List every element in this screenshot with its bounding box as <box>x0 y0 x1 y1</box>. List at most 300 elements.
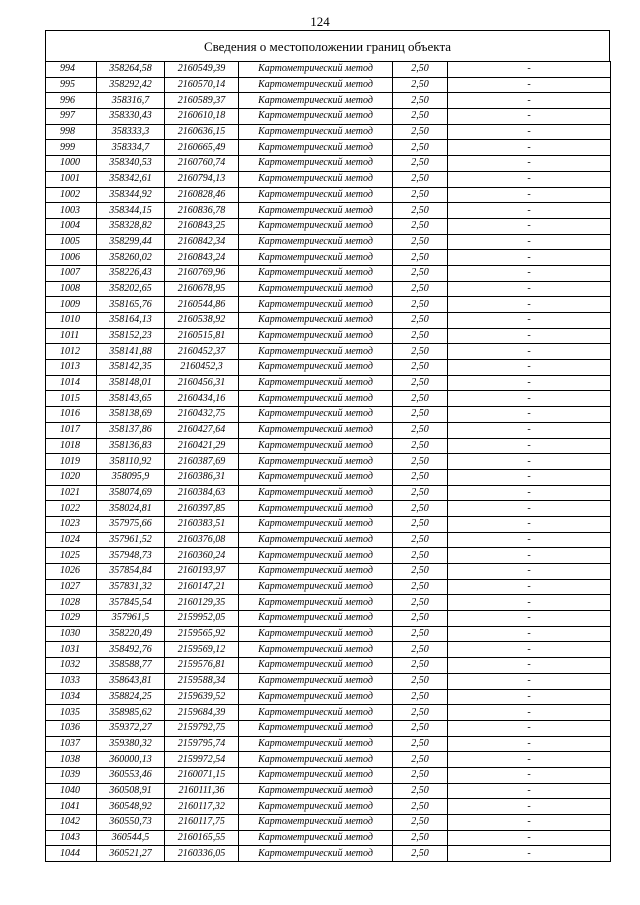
coord-x-cell: 360544,5 <box>97 830 165 846</box>
note-cell: - <box>448 187 611 203</box>
note-cell: - <box>448 360 611 376</box>
point-number-cell: 1031 <box>46 642 97 658</box>
point-number-cell: 999 <box>46 140 97 156</box>
accuracy-cell: 2,50 <box>393 720 448 736</box>
coord-x-cell: 360508,91 <box>97 783 165 799</box>
point-number-cell: 1000 <box>46 156 97 172</box>
accuracy-cell: 2,50 <box>393 328 448 344</box>
coord-x-cell: 360000,13 <box>97 752 165 768</box>
point-number-cell: 1015 <box>46 391 97 407</box>
method-cell: Картометрический метод <box>239 250 393 266</box>
point-number-cell: 1039 <box>46 767 97 783</box>
method-cell: Картометрический метод <box>239 799 393 815</box>
accuracy-cell: 2,50 <box>393 313 448 329</box>
table-row <box>46 548 611 564</box>
accuracy-cell: 2,50 <box>393 360 448 376</box>
note-cell: - <box>448 501 611 517</box>
accuracy-cell: 2,50 <box>393 830 448 846</box>
method-cell: Картометрический метод <box>239 532 393 548</box>
point-number-cell: 1023 <box>46 516 97 532</box>
note-cell: - <box>448 281 611 297</box>
accuracy-cell: 2,50 <box>393 218 448 234</box>
accuracy-cell: 2,50 <box>393 422 448 438</box>
method-cell: Картометрический метод <box>239 203 393 219</box>
accuracy-cell: 2,50 <box>393 736 448 752</box>
method-cell: Картометрический метод <box>239 705 393 721</box>
coord-x-cell: 358824,25 <box>97 689 165 705</box>
point-number-cell: 1028 <box>46 595 97 611</box>
table-row <box>46 673 611 689</box>
note-cell: - <box>448 532 611 548</box>
coord-y-cell: 2160843,25 <box>165 218 239 234</box>
note-cell: - <box>448 62 611 78</box>
coord-y-cell: 2160452,37 <box>165 344 239 360</box>
point-number-cell: 1029 <box>46 611 97 627</box>
point-number-cell: 1009 <box>46 297 97 313</box>
method-cell: Картометрический метод <box>239 752 393 768</box>
method-cell: Картометрический метод <box>239 360 393 376</box>
note-cell: - <box>448 673 611 689</box>
accuracy-cell: 2,50 <box>393 815 448 831</box>
table-row <box>46 752 611 768</box>
coord-y-cell: 2160610,18 <box>165 109 239 125</box>
note-cell: - <box>448 720 611 736</box>
point-number-cell: 994 <box>46 62 97 78</box>
coord-x-cell: 358264,58 <box>97 62 165 78</box>
table-row <box>46 469 611 485</box>
method-cell: Картометрический метод <box>239 62 393 78</box>
coord-y-cell: 2160836,78 <box>165 203 239 219</box>
point-number-cell: 1020 <box>46 469 97 485</box>
method-cell: Картометрический метод <box>239 313 393 329</box>
note-cell: - <box>448 469 611 485</box>
note-cell: - <box>448 689 611 705</box>
note-cell: - <box>448 830 611 846</box>
table-row <box>46 265 611 281</box>
point-number-cell: 1016 <box>46 407 97 423</box>
coord-x-cell: 359380,32 <box>97 736 165 752</box>
accuracy-cell: 2,50 <box>393 265 448 281</box>
accuracy-cell: 2,50 <box>393 234 448 250</box>
coord-y-cell: 2160544,86 <box>165 297 239 313</box>
coord-y-cell: 2160794,13 <box>165 171 239 187</box>
point-number-cell: 1012 <box>46 344 97 360</box>
note-cell: - <box>448 815 611 831</box>
table-body <box>46 62 611 862</box>
coord-x-cell: 359372,27 <box>97 720 165 736</box>
note-cell: - <box>448 485 611 501</box>
method-cell: Картометрический метод <box>239 234 393 250</box>
point-number-cell: 1043 <box>46 830 97 846</box>
coord-y-cell: 2160147,21 <box>165 579 239 595</box>
table-row <box>46 140 611 156</box>
coord-y-cell: 2160828,46 <box>165 187 239 203</box>
table-row <box>46 313 611 329</box>
method-cell: Картометрический метод <box>239 265 393 281</box>
point-number-cell: 1022 <box>46 501 97 517</box>
coord-y-cell: 2160421,29 <box>165 438 239 454</box>
method-cell: Картометрический метод <box>239 720 393 736</box>
point-number-cell: 1013 <box>46 360 97 376</box>
note-cell: - <box>448 156 611 172</box>
method-cell: Картометрический метод <box>239 77 393 93</box>
table-row <box>46 611 611 627</box>
table-row <box>46 846 611 862</box>
coord-y-cell: 2160589,37 <box>165 93 239 109</box>
accuracy-cell: 2,50 <box>393 799 448 815</box>
table-row <box>46 375 611 391</box>
accuracy-cell: 2,50 <box>393 203 448 219</box>
coord-y-cell: 2160117,32 <box>165 799 239 815</box>
point-number-cell: 1035 <box>46 705 97 721</box>
coord-x-cell: 358074,69 <box>97 485 165 501</box>
method-cell: Картометрический метод <box>239 830 393 846</box>
method-cell: Картометрический метод <box>239 187 393 203</box>
coord-x-cell: 358136,83 <box>97 438 165 454</box>
note-cell: - <box>448 422 611 438</box>
table-row <box>46 438 611 454</box>
method-cell: Картометрический метод <box>239 485 393 501</box>
coord-x-cell: 357845,54 <box>97 595 165 611</box>
point-number-cell: 1032 <box>46 658 97 674</box>
point-number-cell: 1026 <box>46 564 97 580</box>
note-cell: - <box>448 579 611 595</box>
note-cell: - <box>448 171 611 187</box>
note-cell: - <box>448 736 611 752</box>
point-number-cell: 1005 <box>46 234 97 250</box>
method-cell: Картометрический метод <box>239 375 393 391</box>
coord-x-cell: 357831,32 <box>97 579 165 595</box>
table-row <box>46 830 611 846</box>
coord-y-cell: 2160842,34 <box>165 234 239 250</box>
note-cell: - <box>448 658 611 674</box>
coord-x-cell: 358344,15 <box>97 203 165 219</box>
coord-x-cell: 358202,65 <box>97 281 165 297</box>
accuracy-cell: 2,50 <box>393 187 448 203</box>
coord-y-cell: 2160843,24 <box>165 250 239 266</box>
coord-y-cell: 2160678,95 <box>165 281 239 297</box>
table-row <box>46 689 611 705</box>
accuracy-cell: 2,50 <box>393 705 448 721</box>
method-cell: Картометрический метод <box>239 281 393 297</box>
accuracy-cell: 2,50 <box>393 642 448 658</box>
coord-y-cell: 2160193,97 <box>165 564 239 580</box>
table-row <box>46 422 611 438</box>
coord-y-cell: 2160376,08 <box>165 532 239 548</box>
accuracy-cell: 2,50 <box>393 485 448 501</box>
coord-y-cell: 2160452,3 <box>165 360 239 376</box>
point-number-cell: 998 <box>46 124 97 140</box>
note-cell: - <box>448 124 611 140</box>
method-cell: Картометрический метод <box>239 846 393 862</box>
table-row <box>46 799 611 815</box>
coord-x-cell: 358220,49 <box>97 626 165 642</box>
table-title: Сведения о местоположении границ объекта <box>45 30 610 61</box>
coord-x-cell: 357975,66 <box>97 516 165 532</box>
coord-y-cell: 2160769,96 <box>165 265 239 281</box>
point-number-cell: 1036 <box>46 720 97 736</box>
coord-x-cell: 358492,76 <box>97 642 165 658</box>
accuracy-cell: 2,50 <box>393 438 448 454</box>
note-cell: - <box>448 454 611 470</box>
method-cell: Картометрический метод <box>239 109 393 125</box>
coord-x-cell: 358588,77 <box>97 658 165 674</box>
accuracy-cell: 2,50 <box>393 564 448 580</box>
method-cell: Картометрический метод <box>239 548 393 564</box>
method-cell: Картометрический метод <box>239 689 393 705</box>
method-cell: Картометрический метод <box>239 579 393 595</box>
accuracy-cell: 2,50 <box>393 783 448 799</box>
note-cell: - <box>448 611 611 627</box>
note-cell: - <box>448 344 611 360</box>
method-cell: Картометрический метод <box>239 422 393 438</box>
accuracy-cell: 2,50 <box>393 846 448 862</box>
coord-x-cell: 360521,27 <box>97 846 165 862</box>
accuracy-cell: 2,50 <box>393 626 448 642</box>
method-cell: Картометрический метод <box>239 156 393 172</box>
coord-x-cell: 357948,73 <box>97 548 165 564</box>
method-cell: Картометрический метод <box>239 297 393 313</box>
note-cell: - <box>448 752 611 768</box>
coord-x-cell: 358342,61 <box>97 171 165 187</box>
table-row <box>46 77 611 93</box>
point-number-cell: 1002 <box>46 187 97 203</box>
method-cell: Картометрический метод <box>239 140 393 156</box>
coord-y-cell: 2159972,54 <box>165 752 239 768</box>
accuracy-cell: 2,50 <box>393 375 448 391</box>
point-number-cell: 1008 <box>46 281 97 297</box>
accuracy-cell: 2,50 <box>393 281 448 297</box>
table-row <box>46 767 611 783</box>
coord-y-cell: 2160515,81 <box>165 328 239 344</box>
method-cell: Картометрический метод <box>239 642 393 658</box>
accuracy-cell: 2,50 <box>393 532 448 548</box>
note-cell: - <box>448 313 611 329</box>
coord-y-cell: 2160384,63 <box>165 485 239 501</box>
point-number-cell: 1018 <box>46 438 97 454</box>
method-cell: Картометрический метод <box>239 328 393 344</box>
method-cell: Картометрический метод <box>239 391 393 407</box>
method-cell: Картометрический метод <box>239 516 393 532</box>
coord-y-cell: 2159792,75 <box>165 720 239 736</box>
point-number-cell: 1025 <box>46 548 97 564</box>
coord-y-cell: 2160386,31 <box>165 469 239 485</box>
accuracy-cell: 2,50 <box>393 611 448 627</box>
note-cell: - <box>448 799 611 815</box>
point-number-cell: 1033 <box>46 673 97 689</box>
accuracy-cell: 2,50 <box>393 469 448 485</box>
point-number-cell: 995 <box>46 77 97 93</box>
coord-y-cell: 2159569,12 <box>165 642 239 658</box>
page-number: 124 <box>310 14 330 29</box>
note-cell: - <box>448 375 611 391</box>
table-row <box>46 156 611 172</box>
table-row <box>46 407 611 423</box>
table-row <box>46 532 611 548</box>
coord-y-cell: 2159795,74 <box>165 736 239 752</box>
coord-x-cell: 358141,88 <box>97 344 165 360</box>
coord-y-cell: 2159588,34 <box>165 673 239 689</box>
note-cell: - <box>448 516 611 532</box>
coord-y-cell: 2160665,49 <box>165 140 239 156</box>
coord-x-cell: 358137,86 <box>97 422 165 438</box>
coord-x-cell: 358164,13 <box>97 313 165 329</box>
coord-x-cell: 357854,84 <box>97 564 165 580</box>
table-row <box>46 281 611 297</box>
point-number-cell: 1017 <box>46 422 97 438</box>
accuracy-cell: 2,50 <box>393 595 448 611</box>
note-cell: - <box>448 218 611 234</box>
table-row <box>46 705 611 721</box>
coord-x-cell: 358643,81 <box>97 673 165 689</box>
table-row <box>46 62 611 78</box>
coord-x-cell: 358143,65 <box>97 391 165 407</box>
accuracy-cell: 2,50 <box>393 501 448 517</box>
point-number-cell: 1037 <box>46 736 97 752</box>
coord-x-cell: 358985,62 <box>97 705 165 721</box>
coord-x-cell: 358316,7 <box>97 93 165 109</box>
coord-x-cell: 358328,82 <box>97 218 165 234</box>
note-cell: - <box>448 109 611 125</box>
table-row <box>46 171 611 187</box>
point-number-cell: 1019 <box>46 454 97 470</box>
note-cell: - <box>448 203 611 219</box>
note-cell: - <box>448 328 611 344</box>
point-number-cell: 1040 <box>46 783 97 799</box>
table-row <box>46 783 611 799</box>
coord-x-cell: 357961,5 <box>97 611 165 627</box>
point-number-cell: 1014 <box>46 375 97 391</box>
table-row <box>46 485 611 501</box>
accuracy-cell: 2,50 <box>393 516 448 532</box>
coord-x-cell: 358292,42 <box>97 77 165 93</box>
point-number-cell: 1003 <box>46 203 97 219</box>
point-number-cell: 1038 <box>46 752 97 768</box>
coord-x-cell: 358334,7 <box>97 140 165 156</box>
table-row <box>46 203 611 219</box>
coord-y-cell: 2160427,64 <box>165 422 239 438</box>
table-row <box>46 360 611 376</box>
accuracy-cell: 2,50 <box>393 77 448 93</box>
table-row <box>46 564 611 580</box>
coord-y-cell: 2160383,51 <box>165 516 239 532</box>
point-number-cell: 1001 <box>46 171 97 187</box>
accuracy-cell: 2,50 <box>393 140 448 156</box>
note-cell: - <box>448 438 611 454</box>
table-row <box>46 250 611 266</box>
point-number-cell: 1042 <box>46 815 97 831</box>
note-cell: - <box>448 548 611 564</box>
note-cell: - <box>448 564 611 580</box>
method-cell: Картометрический метод <box>239 124 393 140</box>
note-cell: - <box>448 250 611 266</box>
point-number-cell: 1006 <box>46 250 97 266</box>
accuracy-cell: 2,50 <box>393 344 448 360</box>
note-cell: - <box>448 93 611 109</box>
accuracy-cell: 2,50 <box>393 124 448 140</box>
accuracy-cell: 2,50 <box>393 391 448 407</box>
coord-y-cell: 2159684,39 <box>165 705 239 721</box>
table-row <box>46 626 611 642</box>
note-cell: - <box>448 595 611 611</box>
point-number-cell: 1030 <box>46 626 97 642</box>
coord-y-cell: 2160570,14 <box>165 77 239 93</box>
point-number-cell: 1011 <box>46 328 97 344</box>
accuracy-cell: 2,50 <box>393 109 448 125</box>
point-number-cell: 1041 <box>46 799 97 815</box>
method-cell: Картометрический метод <box>239 736 393 752</box>
point-number-cell: 996 <box>46 93 97 109</box>
coord-x-cell: 358024,81 <box>97 501 165 517</box>
accuracy-cell: 2,50 <box>393 171 448 187</box>
coord-y-cell: 2160549,39 <box>165 62 239 78</box>
table-row <box>46 109 611 125</box>
table-row <box>46 187 611 203</box>
accuracy-cell: 2,50 <box>393 156 448 172</box>
coord-x-cell: 358340,53 <box>97 156 165 172</box>
method-cell: Картометрический метод <box>239 344 393 360</box>
coord-y-cell: 2160360,24 <box>165 548 239 564</box>
coord-y-cell: 2160432,75 <box>165 407 239 423</box>
coord-x-cell: 360548,92 <box>97 799 165 815</box>
coord-y-cell: 2160397,85 <box>165 501 239 517</box>
coord-y-cell: 2160071,15 <box>165 767 239 783</box>
accuracy-cell: 2,50 <box>393 689 448 705</box>
table-row <box>46 516 611 532</box>
boundary-coordinates-table <box>45 61 611 862</box>
table-row <box>46 658 611 674</box>
accuracy-cell: 2,50 <box>393 658 448 674</box>
method-cell: Картометрический метод <box>239 626 393 642</box>
accuracy-cell: 2,50 <box>393 752 448 768</box>
note-cell: - <box>448 265 611 281</box>
coord-x-cell: 358110,92 <box>97 454 165 470</box>
note-cell: - <box>448 783 611 799</box>
coord-x-cell: 358333,3 <box>97 124 165 140</box>
accuracy-cell: 2,50 <box>393 673 448 689</box>
table-row <box>46 297 611 313</box>
table-row <box>46 344 611 360</box>
note-cell: - <box>448 391 611 407</box>
point-number-cell: 1034 <box>46 689 97 705</box>
method-cell: Картометрический метод <box>239 469 393 485</box>
coord-x-cell: 358138,69 <box>97 407 165 423</box>
note-cell: - <box>448 77 611 93</box>
note-cell: - <box>448 407 611 423</box>
coord-y-cell: 2159576,81 <box>165 658 239 674</box>
coord-y-cell: 2160387,69 <box>165 454 239 470</box>
accuracy-cell: 2,50 <box>393 250 448 266</box>
method-cell: Картометрический метод <box>239 93 393 109</box>
coord-y-cell: 2160456,31 <box>165 375 239 391</box>
coord-x-cell: 360550,73 <box>97 815 165 831</box>
point-number-cell: 1007 <box>46 265 97 281</box>
coord-x-cell: 358148,01 <box>97 375 165 391</box>
table-row <box>46 234 611 250</box>
coord-y-cell: 2160111,36 <box>165 783 239 799</box>
accuracy-cell: 2,50 <box>393 579 448 595</box>
coord-x-cell: 358226,43 <box>97 265 165 281</box>
table-row <box>46 595 611 611</box>
note-cell: - <box>448 705 611 721</box>
method-cell: Картометрический метод <box>239 501 393 517</box>
coord-x-cell: 358260,02 <box>97 250 165 266</box>
method-cell: Картометрический метод <box>239 783 393 799</box>
method-cell: Картометрический метод <box>239 438 393 454</box>
table-row <box>46 736 611 752</box>
method-cell: Картометрический метод <box>239 658 393 674</box>
table-row <box>46 501 611 517</box>
